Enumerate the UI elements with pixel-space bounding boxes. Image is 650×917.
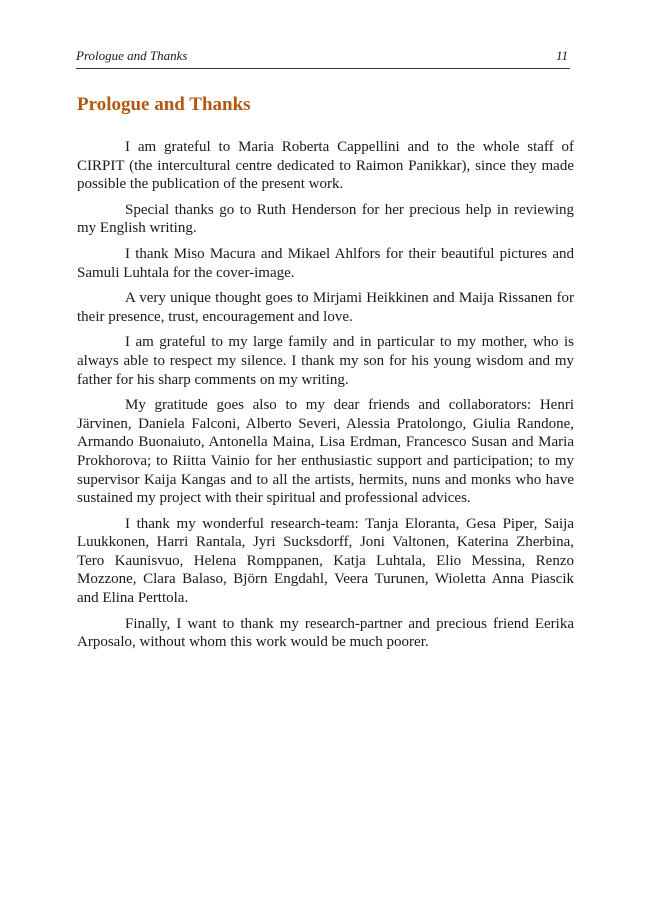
paragraph-6: My gratitude goes also to my dear friends and collaborators: Henri Järvinen, Daniela Falconi, Alberto Severi, Alessia Pratolongo, Giulia Randone, Armando Buonaiuto, Antonella Maina, Lisa Erdman, Francesco Susan and Maria Prokhorova; to Riitta Vainio for her enthusiastic support and participation; to my supervisor Kaija Kangas and to all the artists, hermits, nuns and monks who have sustained my project with their spiritual and professional advices. <box>77 397 574 507</box>
page-number: 11 <box>555 48 568 63</box>
chapter-title: Prologue and Thanks <box>77 94 251 115</box>
paragraph-2: Special thanks go to Ruth Henderson for her precious help in reviewing my English writing. <box>77 201 574 237</box>
paragraph-5: I am grateful to my large family and in particular to my mother, who is always able to respect my silence. I thank my son for his young wisdom and my father for his sharp comments on my writing. <box>77 334 574 388</box>
running-header-title: Prologue and Thanks <box>76 48 188 63</box>
paragraph-3: I thank Miso Macura and Mikael Ahlfors for their beautiful pictures and Samuli Luhtala for the cover-image. <box>77 245 574 281</box>
running-header <box>76 48 570 69</box>
paragraph-7: I thank my wonderful research-team: Tanja Eloranta, Gesa Piper, Saija Luukkonen, Harri Rantala, Jyri Sucksdorff, Joni Valtonen, Katerina Zherbina, Tero Kaunisvuo, Helena Romppanen, Katja Luhtala, Elio Messina, Renzo Mozzone, Clara Balaso, Björn Engdahl, Veera Turunen, Wioletta Anna Piascik and Elina Perttola. <box>77 515 574 607</box>
paragraph-4: A very unique thought goes to Mirjami Heikkinen and Maija Rissanen for their presence, trust, encouragement and love. <box>77 290 574 325</box>
paragraph-1: I am grateful to Maria Roberta Cappellini and to the whole staff of CIRPIT (the intercultural centre dedicated to Raimon Panikkar), since they made possible the publication of the present work. <box>77 139 574 193</box>
body-text <box>77 138 574 659</box>
paragraph-8: Finally, I want to thank my research-partner and precious friend Eerika Arposalo, without whom this work would be much poorer. <box>77 615 574 651</box>
